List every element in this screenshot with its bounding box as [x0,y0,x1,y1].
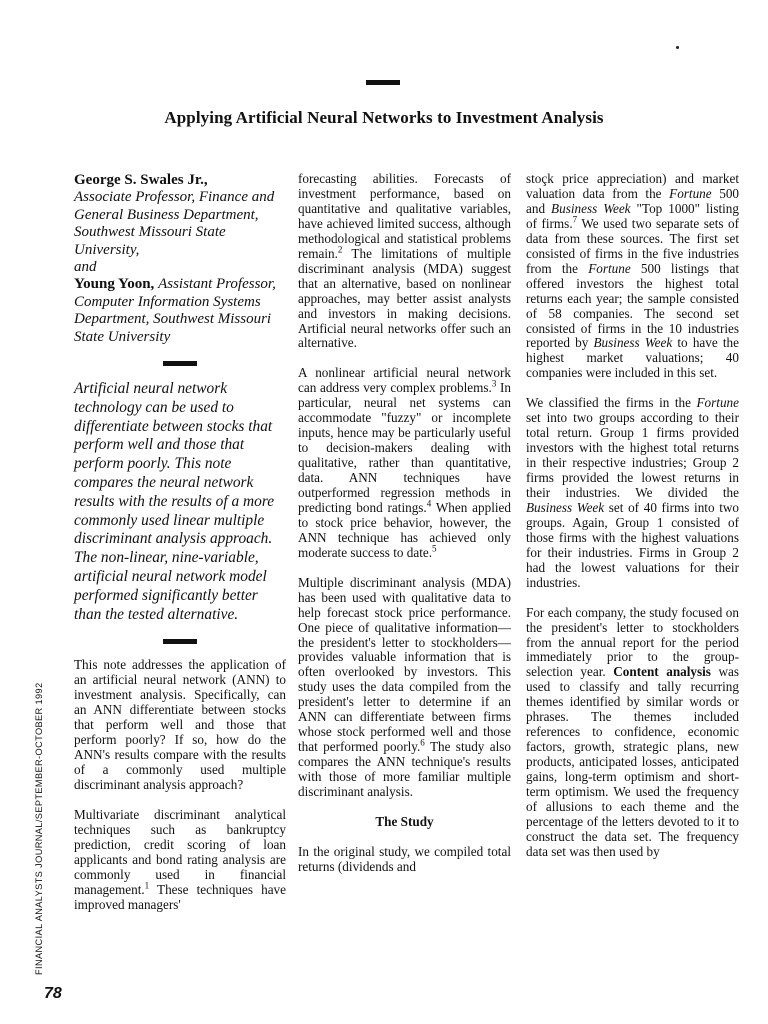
footnote-ref: 1 [144,880,150,891]
footnote-ref: 6 [420,737,425,748]
column-3 [526,172,739,875]
text-run: We used two separate sets of data from these sources. The first set consisted of firms in the five industries from the [526,215,740,276]
paragraph: In the original study, we compiled total returns (dividends and [298,843,511,874]
text-run: The limitations of multiple discriminant analysis (MDA) suggest that an alternative, based on nonlinear approaches, may better assist analysts and investors in making decisions. Artificial neural networks offer such an alternative. [298,245,511,351]
bold-run: Content analysis [613,664,711,680]
paragraph [298,366,511,560]
footnote-ref: 3 [491,378,497,389]
text-run: was used to classify and tally recurring themes identified by similar words or phrases. The themes included references to confidence, economic factors, growth, strategic plans, new products, anticipated losses, anticipated gains, long-term optimism and short-term optimism. We used the frequency of allusions to each theme and the percentage of the letters devoted to it to construct the data set. The frequency data set was then used by [526,664,740,859]
text-run: "Top 1000" listing of firms. [526,200,739,231]
column-1 [74,172,286,927]
italic-run: Fortune [588,260,631,276]
text-run: In particular, neural net systems can accommodate "fuzzy" or incomplete inputs, hence may be particularly useful to decision-makers dealing with qualitative, rather than quantitative, data. ANN techniques have outperformed regression methods in predicting bond ratings. [298,380,511,515]
footnote-ref: 4 [426,498,432,509]
paragraph [526,172,739,381]
author2-affiliation: Assistant Professor, Computer Information Systems Department, Southwest Missouri State University [74,276,276,345]
italic-run: Fortune [669,185,712,201]
italic-run: Business Week [593,335,673,351]
author2-name: Young Yoon, [74,276,155,293]
italic-run: Business Week [551,200,631,216]
text-run: 500 and [526,185,740,216]
stray-dot [676,46,679,49]
footnote-ref: 5 [432,543,437,554]
abstract: Artificial neural network technology can be used to differentiate between stocks that perform well and those that perform poorly. This note compares the neural network results with the results of a more commonly used linear multiple discriminant analysis approach. The non-linear, nine-variable, artificial neural network model performed significantly better than the tested alternative. [74,380,275,623]
section-heading: The Study [375,813,434,829]
italic-run: Business Week [526,499,605,515]
paragraph [298,172,511,351]
author-block [74,172,286,346]
text-run: forecasting abilities. Forecasts of investment performance, based on quantitative and qualitative variables, have achieved limited success, although methodological and statistical problems remain. [298,171,511,261]
author1-affiliation: Associate Professor, Finance and General Business Department, Southwest Missouri State University, [74,189,275,258]
footnote-ref: 2 [337,244,343,255]
text-run: Multivariate discriminant analytical techniques such as bankruptcy prediction, credit scoring of loan applicants and bond rating analysis are commonly used in financial management. [74,806,286,897]
text-run: When applied to stock price behavior, however, the ANN technique has achieved only moderate success to date. [298,499,511,560]
text-run: to have the highest market valuations; 40 companies were included in this set. [526,335,740,381]
text-run: These techniques have improved managers' [74,881,286,912]
text-run: set into two groups according to their total return. Group 1 firms provided investors with the highest total returns in their respective industries; Group 2 firms provided the lowest returns in their industries. We divided the [526,410,739,500]
page-number: 78 [44,985,62,1002]
author-and: and [74,259,97,276]
paragraph [74,808,286,913]
text-run: Multiple discriminant analysis (MDA) has been used with qualitative data to help forecast stock price performance. One piece of qualitative information—the president's letter to stockholders—provides valuable information that is often overlooked by investors. This study uses the data compiled from the president's letter to determine if an ANN can differentiate between firms whose stock performed well and those that performed poorly. [298,574,511,755]
text-run: For each company, the study focused on the president's letter to stockholders from the annual report for the period immediately prior to the group-selection year. [526,604,739,680]
paragraph: This note addresses the application of an artificial neural network (ANN) to investment analysis. Specifically, can an ANN differentiate between stocks that perform well and those that perform poorly? If so, how do the ANN's results compare with the results of a commonly used multiple discriminant analysis approach? [74,657,286,792]
text-run: A nonlinear artificial neural network can address very complex problems. [298,365,511,396]
footnote-ref: 7 [572,214,578,225]
divider-rule [163,361,197,366]
journal-running-head: FINANCIAL ANALYSTS JOURNAL/SEPTEMBER-OCTOBER 1992 [34,682,44,975]
text-run: set of 40 firms into two groups. Again, Group 1 consisted of those firms with the highest valuations for their industries. Firms in Group 2 had the lowest valuations for their industries. [526,499,739,590]
column-2 [298,172,511,890]
text-run: 500 listings that offered investors the highest total returns each year; the sample consisted of 58 companies. The second set consisted of firms in the 10 industries reported by [526,260,740,351]
author1-name: George S. Swales Jr., [74,172,208,188]
divider-rule [163,639,197,644]
paragraph [526,606,739,860]
article-title: Applying Artificial Neural Networks to Investment Analysis [164,108,604,127]
paragraph [298,576,511,800]
paragraph [526,396,739,590]
header-rule [366,80,400,85]
italic-run: Fortune [696,395,739,411]
text-run: The study also compares the ANN technique's results with those of more familiar multiple discriminant analysis. [298,739,511,800]
text-run: We classified the firms in the [526,395,691,411]
text-run: stoçk price appreciation) and market valuation data from the [526,171,739,201]
